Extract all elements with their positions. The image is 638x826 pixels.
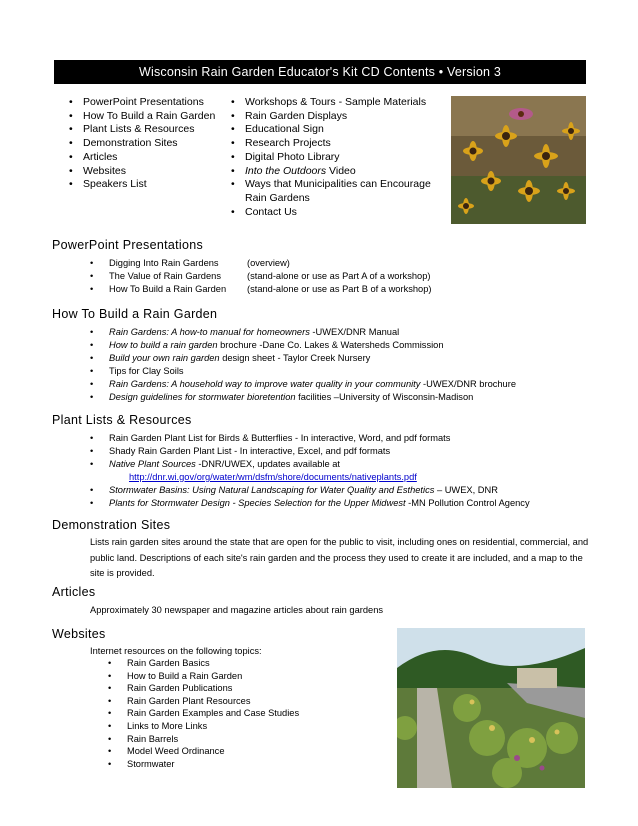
website-topic: • Model Weed Ordinance	[108, 745, 299, 758]
list-item	[90, 365, 516, 378]
item-title: Rain Gardens: A how-to manual for homeowners	[109, 327, 310, 337]
presentation-name: How To Build a Rain Garden	[109, 283, 227, 294]
presentation-note: (stand-alone or use as Part B of a workshop)	[247, 283, 432, 294]
toc-item	[228, 151, 450, 165]
coneflower-photo	[451, 96, 586, 224]
websites-intro: Internet resources on the following topics:	[90, 646, 262, 656]
item-text: design sheet - Taylor Creek Nursery	[219, 352, 371, 363]
list-item	[90, 339, 516, 352]
list-item	[90, 378, 516, 391]
toc-item	[228, 110, 450, 124]
rain-garden-photo	[397, 628, 585, 788]
website-topic: • Rain Garden Publications	[108, 682, 299, 695]
list-item	[90, 326, 516, 339]
toc-item	[228, 96, 450, 110]
section-heading-powerpoint: PowerPoint Presentations	[52, 238, 204, 252]
websites-list	[108, 657, 299, 770]
list-item	[90, 458, 530, 484]
toc-item-label: Websites	[83, 164, 126, 177]
toc-right-column	[228, 96, 450, 219]
list-item	[90, 391, 516, 404]
website-topic: • Stormwater	[108, 758, 299, 771]
item-text: facilities –University of Wisconsin-Madison	[295, 391, 474, 402]
toc-item-italic: Into the Outdoors	[245, 164, 327, 177]
item-text: Tips for Clay Soils	[109, 365, 184, 376]
item-title: How to build a rain garden	[109, 339, 218, 350]
toc-item	[66, 96, 226, 110]
articles-description: Approximately 30 newspaper and magazine articles about rain gardens	[90, 605, 384, 615]
presentation-note: (overview)	[247, 258, 290, 268]
toc-item	[66, 151, 226, 165]
website-topic: • Links to More Links	[108, 720, 299, 733]
section-heading-plants: Plant Lists & Resources	[52, 413, 192, 427]
item-title: Design guidelines for stormwater bioretention	[109, 391, 296, 402]
list-item	[90, 257, 431, 270]
toc-item-label: Demonstration Sites	[83, 137, 178, 150]
section-heading-howto: How To Build a Rain Garden	[52, 307, 218, 321]
item-title: Native Plant Sources	[109, 458, 196, 469]
toc-item	[228, 123, 450, 137]
item-text: Shady Rain Garden Plant List - In interactive, Excel, and pdf formats	[109, 445, 391, 456]
demo-description: Lists rain garden sites around the state that are open for the public to visit, including ones on residential, commercial, and public land. Descriptions of each site's rain garden and the process they used to create it are included, and a map to the site is provided.	[90, 537, 589, 578]
powerpoint-list	[90, 257, 431, 296]
toc-left-column	[66, 96, 226, 192]
section-heading-articles: Articles	[52, 585, 96, 599]
item-text: -MN Pollution Control Agency	[405, 497, 530, 508]
list-item	[90, 497, 530, 510]
presentation-name: Digging Into Rain Gardens	[109, 258, 219, 268]
toc-item-label: Workshops & Tours - Sample Materials	[245, 96, 427, 108]
howto-list	[90, 326, 516, 403]
toc-item	[228, 178, 450, 205]
toc-item	[66, 137, 226, 151]
toc-item-label: PowerPoint Presentations	[83, 96, 204, 108]
resource-link[interactable]: http://dnr.wi.gov/org/water/wm/dsfm/shore/documents/nativeplants.pdf	[129, 471, 417, 482]
item-text: – UWEX, DNR	[434, 484, 498, 495]
toc-item	[66, 110, 226, 124]
item-text: -UWEX/DNR brochure	[420, 378, 516, 389]
toc-item-label: Contact Us	[245, 205, 297, 218]
website-topic: • Rain Garden Plant Resources	[108, 695, 299, 708]
item-title: Plants for Stormwater Design - Species Selection for the Upper Midwest	[109, 497, 406, 508]
item-text: Rain Garden Plant List for Birds & Butterflies - In interactive, Word, and pdf formats	[109, 433, 451, 443]
website-topic: • How to Build a Rain Garden	[108, 670, 299, 683]
toc-item-label: Research Projects	[245, 137, 331, 150]
presentation-note: (stand-alone or use as Part A of a workshop)	[247, 270, 431, 281]
toc-item-label: Rain Garden Displays	[245, 109, 348, 122]
item-title: Build your own rain garden	[109, 352, 220, 363]
toc-item	[66, 178, 226, 192]
toc-item-label: Educational Sign	[245, 123, 324, 136]
website-topic: • Rain Barrels	[108, 733, 299, 746]
toc-item-label: Digital Photo Library	[245, 150, 340, 163]
list-item	[90, 445, 530, 458]
website-topic: • Rain Garden Basics	[108, 657, 299, 670]
toc-item-label: Video	[326, 164, 356, 177]
toc-item-label: Plant Lists & Resources	[83, 123, 195, 136]
toc-item-label: Ways that Municipalities can Encourage Rain Gardens	[245, 178, 431, 204]
item-title: Stormwater Basins: Using Natural Landscaping for Water Quality and Esthetics	[109, 484, 435, 495]
plants-list	[90, 432, 530, 509]
toc-item	[66, 165, 226, 179]
toc-item	[66, 123, 226, 137]
list-item	[90, 270, 431, 283]
website-topic: • Rain Garden Examples and Case Studies	[108, 707, 299, 720]
item-title: Rain Gardens: A household way to improve water quality in your community	[109, 378, 421, 389]
document-title-banner: Wisconsin Rain Garden Educator's Kit CD Contents • Version 3	[54, 60, 586, 84]
toc-item-label: Speakers List	[83, 178, 147, 191]
toc-item	[228, 206, 450, 220]
toc-item-label: Articles	[83, 150, 118, 163]
item-text: -DNR/UWEX, updates available at	[195, 458, 340, 469]
toc-item	[228, 137, 450, 151]
section-heading-demo: Demonstration Sites	[52, 518, 171, 532]
list-item	[90, 283, 431, 296]
list-item	[90, 432, 530, 445]
toc-item-label: How To Build a Rain Garden	[83, 109, 216, 122]
list-item	[90, 352, 516, 365]
list-item	[90, 484, 530, 497]
toc-item	[228, 165, 450, 179]
item-text: brochure -Dane Co. Lakes & Watersheds Commission	[217, 339, 444, 350]
item-text: -UWEX/DNR Manual	[309, 327, 400, 337]
section-heading-websites: Websites	[52, 627, 106, 641]
presentation-name: The Value of Rain Gardens	[109, 270, 221, 281]
